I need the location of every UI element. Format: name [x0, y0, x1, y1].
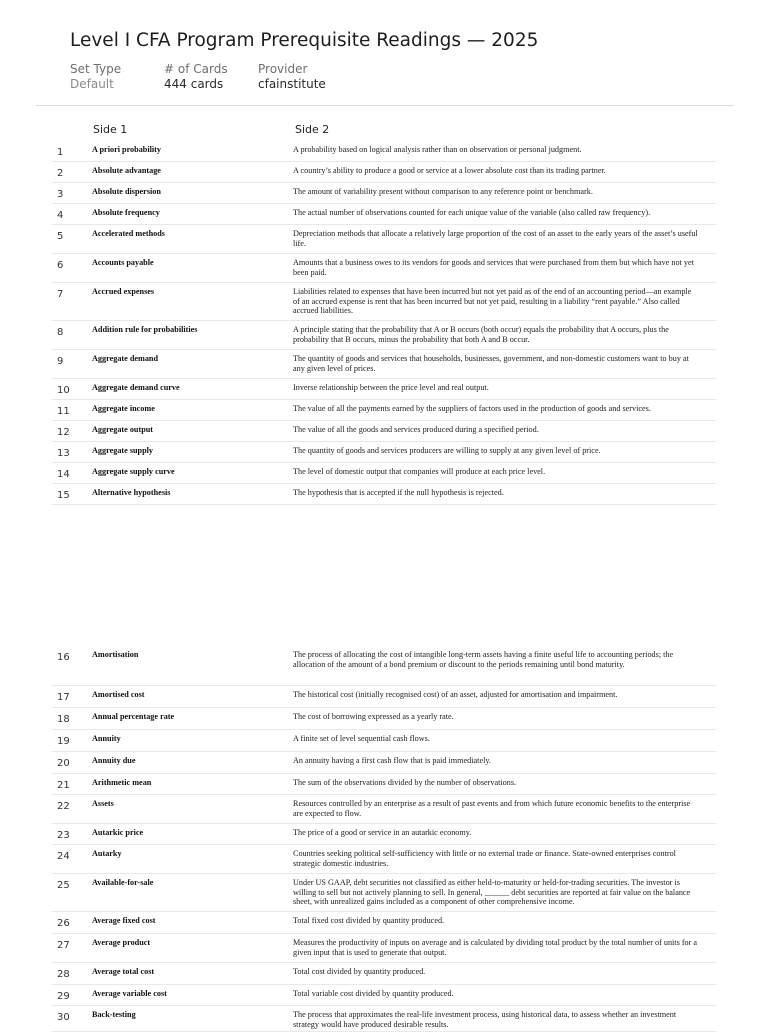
- row-number: 1: [57, 147, 64, 158]
- table-row: [52, 795, 716, 824]
- row-number: 13: [57, 448, 70, 459]
- cards-label: # of Cards: [164, 62, 228, 76]
- row-number: 27: [57, 940, 70, 951]
- row-number: 11: [57, 406, 70, 417]
- column-header-side1: Side 1: [93, 123, 128, 136]
- card-term: Assets: [92, 799, 114, 808]
- card-term: Amortised cost: [92, 690, 145, 699]
- card-definition: Total variable cost divided by quantity produced.: [293, 989, 454, 998]
- card-term: Available-for-sale: [92, 878, 154, 887]
- card-term: Aggregate output: [92, 425, 154, 434]
- card-definition: The actual number of observations counted for each unique value of the variable (also called raw frequency).: [293, 208, 651, 217]
- card-definition: An annuity having a first cash flow that is paid immediately.: [293, 756, 491, 765]
- card-term: Autarkic price: [92, 828, 144, 837]
- table-row: [52, 646, 716, 686]
- table-row: [52, 162, 716, 183]
- card-definition: Total fixed cost divided by quantity produced.: [293, 916, 445, 925]
- card-term: Annuity due: [92, 756, 136, 765]
- table-row: [52, 321, 716, 350]
- table-row: [52, 774, 716, 795]
- row-number: 21: [57, 780, 70, 791]
- row-number: 15: [57, 490, 70, 501]
- table-row: [52, 283, 716, 321]
- set-type-label: Set Type: [70, 62, 122, 76]
- table-row: [52, 421, 716, 442]
- cards-table-page2: [52, 646, 716, 1032]
- card-term: Accrued expenses: [92, 287, 155, 296]
- row-number: 8: [57, 327, 64, 338]
- card-term: A priori probability: [92, 145, 161, 154]
- card-term: Aggregate demand: [92, 354, 159, 363]
- row-number: 20: [57, 758, 70, 769]
- table-row: [52, 934, 716, 963]
- card-definition: Measures the productivity of inputs on average and is calculated by dividing total product by the total number of units for a given input that is used to generate that output.: [293, 938, 698, 957]
- header-divider: [36, 105, 734, 106]
- card-term: Accelerated methods: [92, 229, 165, 238]
- card-definition: Total cost divided by quantity produced.: [293, 967, 426, 976]
- card-term: Absolute dispersion: [92, 187, 161, 196]
- row-number: 3: [57, 189, 64, 200]
- card-term: Average product: [92, 938, 151, 947]
- table-row: [52, 442, 716, 463]
- card-definition: A principle stating that the probability that A or B occurs (both occur) equals the probability that A occurs, plus the probability that B occurs, minus the probability that both A and B occur.: [293, 325, 669, 344]
- row-number: 12: [57, 427, 70, 438]
- card-term: Absolute frequency: [92, 208, 160, 217]
- cards-table-page1: [52, 141, 716, 505]
- row-number: 23: [57, 830, 70, 841]
- card-definition: The quantity of goods and services producers are willing to supply at any given level of price.: [293, 446, 601, 455]
- card-term: Annual percentage rate: [92, 712, 175, 721]
- card-term: Average total cost: [92, 967, 155, 976]
- card-definition: Resources controlled by an enterprise as a result of past events and from which future economic benefits to the enterprise are expected to flow.: [293, 799, 691, 818]
- row-number: 5: [57, 231, 64, 242]
- card-definition: The cost of borrowing expressed as a yearly rate.: [293, 712, 454, 721]
- card-term: Aggregate supply: [92, 446, 154, 455]
- row-number: 25: [57, 880, 70, 891]
- table-row: [52, 730, 716, 752]
- card-definition: Countries seeking political self-sufficiency with little or no external trade or finance. State-owned enterprises control strategic domestic industries.: [293, 849, 676, 868]
- card-term: Aggregate demand curve: [92, 383, 180, 392]
- table-row: [52, 141, 716, 162]
- column-header-side2: Side 2: [295, 123, 330, 136]
- card-definition: Liabilities related to expenses that have been incurred but not yet paid as of the end of an accounting period—an example of an accrued expense is rent that has been incurred but not yet paid, resulting in a liability “rent payable.” Also called accrued liabilities.: [293, 287, 692, 315]
- table-row: [52, 912, 716, 934]
- card-term: Addition rule for probabilities: [92, 325, 198, 334]
- card-definition: The quantity of goods and services that households, businesses, government, and non-domestic customers want to buy at any given level of prices.: [293, 354, 689, 373]
- row-number: 30: [57, 1012, 70, 1023]
- table-row: [52, 183, 716, 204]
- card-definition: Inverse relationship between the price level and real output.: [293, 383, 489, 392]
- card-term: Accounts payable: [92, 258, 154, 267]
- table-row: [52, 484, 716, 505]
- set-type-meta: [70, 62, 121, 92]
- card-definition: Depreciation methods that allocate a relatively large proportion of the cost of an asset to the early years of the asset’s useful life.: [293, 229, 698, 248]
- row-number: 18: [57, 714, 70, 725]
- row-number: 9: [57, 356, 64, 367]
- table-row: [52, 350, 716, 379]
- table-row: [52, 985, 716, 1006]
- row-number: 19: [57, 736, 70, 747]
- card-definition: The process of allocating the cost of intangible long-term assets having a finite useful life to accounting periods; the allocation of the amount of a bond premium or discount to the periods remaining until bond maturity.: [293, 650, 674, 669]
- row-number: 28: [57, 969, 70, 980]
- row-number: 6: [57, 260, 64, 271]
- card-definition: The sum of the observations divided by the number of observations.: [293, 778, 517, 787]
- card-definition: Under US GAAP, debt securities not classified as either held-to-maturity or held-for-trading securities. The investor is willing to sell but not actively planning to sell. In general, ______ debt securities are reported at fair value on the balance sheet, with unrealized gains included as a component of other comprehensive income.: [293, 878, 691, 906]
- card-definition: The value of all the goods and services produced during a specified period.: [293, 425, 539, 434]
- card-term: Aggregate supply curve: [92, 467, 175, 476]
- row-number: 14: [57, 469, 70, 480]
- card-term: Autarky: [92, 849, 122, 858]
- table-row: [52, 379, 716, 400]
- provider-label: Provider: [258, 62, 308, 76]
- table-row: [52, 204, 716, 225]
- card-definition: The process that approximates the real-life investment process, using historical data, to assess whether an investment strategy would have produced desirable results.: [293, 1010, 677, 1029]
- table-row: [52, 845, 716, 874]
- table-row: [52, 400, 716, 421]
- row-number: 29: [57, 991, 70, 1002]
- provider-value[interactable]: cfainstitute: [258, 77, 326, 91]
- card-definition: The price of a good or service in an autarkic economy.: [293, 828, 472, 837]
- card-definition: The amount of variability present without comparison to any reference point or benchmark.: [293, 187, 593, 196]
- table-row: [52, 963, 716, 985]
- table-row: [52, 1006, 716, 1032]
- row-number: 26: [57, 918, 70, 929]
- table-row: [52, 686, 716, 708]
- table-row: [52, 463, 716, 484]
- card-term: Back-testing: [92, 1010, 136, 1019]
- card-definition: Amounts that a business owes to its vendors for goods and services that were purchased from them but which have not yet been paid.: [293, 258, 694, 277]
- set-type-value: Default: [70, 77, 114, 91]
- card-definition: A country’s ability to produce a good or service at a lower absolute cost than its trading partner.: [293, 166, 606, 175]
- table-row: [52, 874, 716, 912]
- cards-value: 444 cards: [164, 77, 224, 91]
- row-number: 24: [57, 851, 70, 862]
- card-term: Average fixed cost: [92, 916, 156, 925]
- card-term: Alternative hypothesis: [92, 488, 171, 497]
- page-title: Level I CFA Program Prerequisite Readings — 2025: [70, 30, 539, 51]
- row-number: 17: [57, 692, 70, 703]
- table-row: [52, 225, 716, 254]
- provider-meta: [258, 62, 326, 92]
- table-row: [52, 708, 716, 730]
- table-row: [52, 824, 716, 845]
- row-number: 10: [57, 385, 70, 396]
- row-number: 22: [57, 801, 70, 812]
- card-term: Absolute advantage: [92, 166, 161, 175]
- card-term: Arithmetic mean: [92, 778, 152, 787]
- table-row: [52, 254, 716, 283]
- card-term: Amortisation: [92, 650, 139, 659]
- row-number: 7: [57, 289, 64, 300]
- card-definition: A finite set of level sequential cash flows.: [293, 734, 430, 743]
- card-definition: A probability based on logical analysis rather than on observation or personal judgment.: [293, 145, 582, 154]
- row-number: 2: [57, 168, 64, 179]
- card-term: Annuity: [92, 734, 121, 743]
- card-definition: The level of domestic output that companies will produce at each price level.: [293, 467, 546, 476]
- card-term: Average variable cost: [92, 989, 167, 998]
- row-number: 16: [57, 652, 70, 663]
- table-row: [52, 752, 716, 774]
- card-definition: The hypothesis that is accepted if the null hypothesis is rejected.: [293, 488, 504, 497]
- card-definition: The value of all the payments earned by the suppliers of factors used in the production of goods and services.: [293, 404, 651, 413]
- card-term: Aggregate income: [92, 404, 155, 413]
- cards-meta: [164, 62, 228, 92]
- row-number: 4: [57, 210, 64, 221]
- card-definition: The historical cost (initially recognised cost) of an asset, adjusted for amortisation and impairment.: [293, 690, 618, 699]
